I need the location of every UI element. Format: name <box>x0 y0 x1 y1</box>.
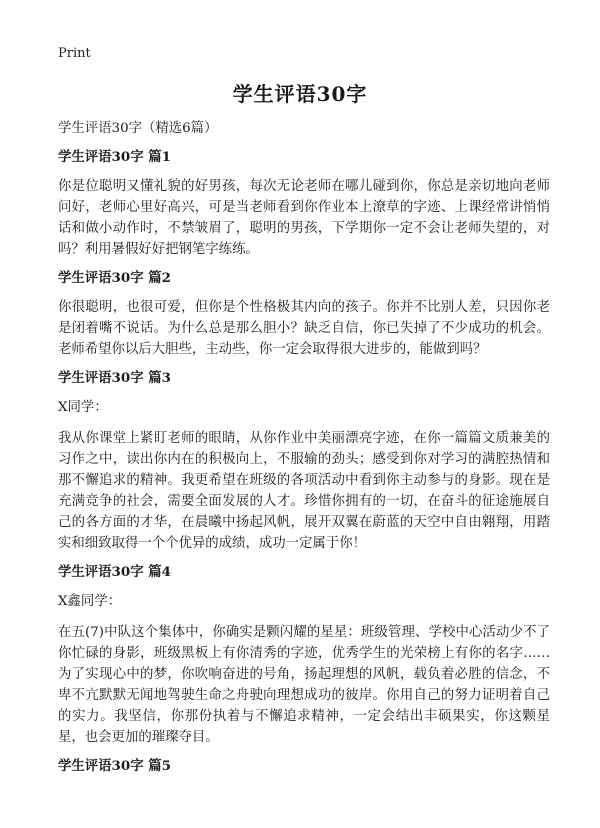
section-3 <box>58 368 550 554</box>
page-title: 学生评语30字 <box>232 82 368 106</box>
section-paragraph: 你是位聪明又懂礼貌的好男孩，每次无论老师在哪儿碰到你，你总是亲切地向老师问好，老师心里好高兴，可是当老师看到你作业本上潦草的字迹、上课经常讲悄悄话和做小动作时，不禁皱眉了，聪明的男孩，下学期你一定不会让老师失望的，对吗？利用暑假好好把钢笔字练练。 <box>58 179 550 257</box>
section-heading: 学生评语30字 篇3 <box>58 370 171 386</box>
section-1 <box>58 147 550 260</box>
document-body <box>58 118 550 785</box>
section-heading: 学生评语30字 篇2 <box>58 270 171 286</box>
section-paragraph: 你很聪明，也很可爱，但你是个性格极其内向的孩子。你并不比别人差，只因你老是闭着嘴不说话。为什么总是那么胆小？缺乏自信，你已失掉了不少成功的机会。老师希望你以后大胆些，主动些，你一定会取得很大进步的，能做到吗？ <box>58 300 550 357</box>
section-heading: 学生评语30字 篇1 <box>58 149 171 165</box>
section-4 <box>58 562 550 748</box>
print-link[interactable]: Print <box>58 46 91 61</box>
section-salutation: X鑫同学： <box>58 594 122 609</box>
section-paragraph: 在五(7)中队这个集体中，你确实是颗闪耀的星星：班级管理、学校中心活动少不了你忙碌的身影，班级黑板上有你清秀的字迹，优秀学生的光荣榜上有你的名字……为了实现心中的梦，你吹响奋进的号角，扬起理想的风帆，载负着必胜的信念，不卑不亢默默无闻地驾驶生命之舟驶向理想成功的彼岸。你用自己的努力证明着自己的实力。我坚信，你那份执着与不懈追求精神，一定会结出丰硕果实，你这颗星星，也会更加的璀璨夺目。 <box>58 625 550 745</box>
document-subtitle: 学生评语30字（精选6篇） <box>58 121 218 136</box>
section-salutation: X同学： <box>58 400 108 415</box>
section-paragraph: 我从你课堂上紧盯老师的眼睛，从你作业中美丽漂亮字迹，在你一篇篇文质兼美的习作之中，读出你内在的积极向上，不服输的劲头；感受到你对学习的满腔热情和那不懈追求的精神。我更希望在班级的各项活动中看到你主动参与的身影。现在是充满竞争的社会，需要全面发展的人才。珍惜你拥有的一切，在奋斗的征途施展自己的各方面的才华，在晨曦中扬起风帆，展开双翼在蔚蓝的天空中自由翱翔，用踏实和细致取得一个个优异的成绩，成功一定属于你！ <box>58 431 550 551</box>
section-heading: 学生评语30字 篇4 <box>58 564 171 580</box>
section-2 <box>58 268 550 360</box>
section-5 <box>58 756 550 777</box>
section-heading: 学生评语30字 篇5 <box>58 758 171 774</box>
